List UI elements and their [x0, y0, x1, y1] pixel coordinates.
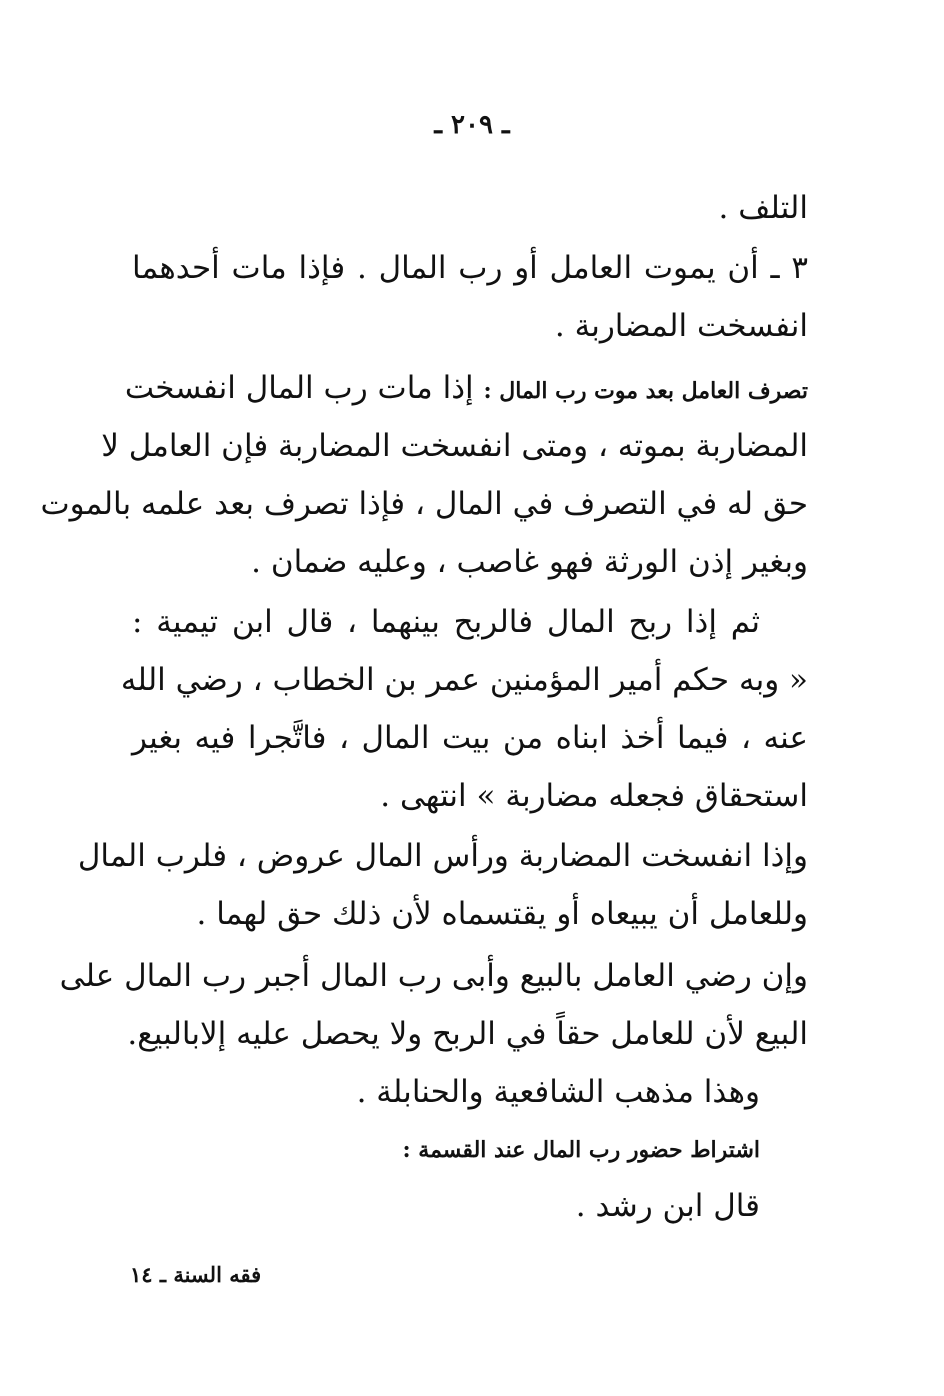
text-line: وبغير إذن الورثة فهو غاصب ، وعليه ضمان .: [251, 544, 808, 580]
text-line: المضاربة بموته ، ومتى انفسخت المضاربة فإن العامل لا: [101, 428, 808, 464]
page-number: ـ ٢٠٩ ـ: [434, 110, 510, 140]
text-line: قال ابن رشد .: [575, 1188, 760, 1224]
text-line: وللعامل أن يبيعاه أو يقتسماه لأن ذلك حق لهما .: [196, 896, 808, 932]
text-line: ٣ ـ أن يموت العامل أو رب المال . فإذا مات أحدهما: [132, 250, 808, 286]
text-line: عنه ، فيما أخذ ابناه من بيت المال ، فاتَّجرا فيه بغير: [132, 720, 808, 756]
text-line: وهذا مذهب الشافعية والحنابلة .: [356, 1074, 760, 1110]
text-line: وإذا انفسخت المضاربة ورأس المال عروض ، فلرب المال: [77, 838, 808, 874]
footer-signature: فقه السنة ـ ١٤: [130, 1262, 262, 1287]
text-line: وإن رضي العامل بالبيع وأبى رب المال أجبر رب المال على: [59, 958, 808, 994]
text-line: « وبه حكم أمير المؤمنين عمر بن الخطاب ، رضي الله: [120, 662, 808, 698]
text-line: انفسخت المضاربة .: [554, 308, 808, 344]
text-line: ثم إذا ربح المال فالربح بينهما ، قال ابن تيمية :: [132, 604, 760, 640]
paragraph-with-heading: [124, 366, 808, 413]
text-line: البيع لأن للعامل حقاً في الربح ولا يحصل عليه إلابالبيع.: [127, 1016, 808, 1052]
text-line: حق له في التصرف في المال ، فإذا تصرف بعد علمه بالموت: [40, 486, 808, 522]
text-span: إذا مات رب المال انفسخت: [124, 370, 474, 406]
section-heading: تصرف العامل بعد موت رب المال :: [483, 378, 808, 404]
section-heading: اشتراط حضور رب المال عند القسمة :: [402, 1137, 760, 1163]
text-line: التلف .: [718, 190, 808, 226]
text-line: استحقاق فجعله مضاربة » انتهى .: [380, 778, 808, 814]
